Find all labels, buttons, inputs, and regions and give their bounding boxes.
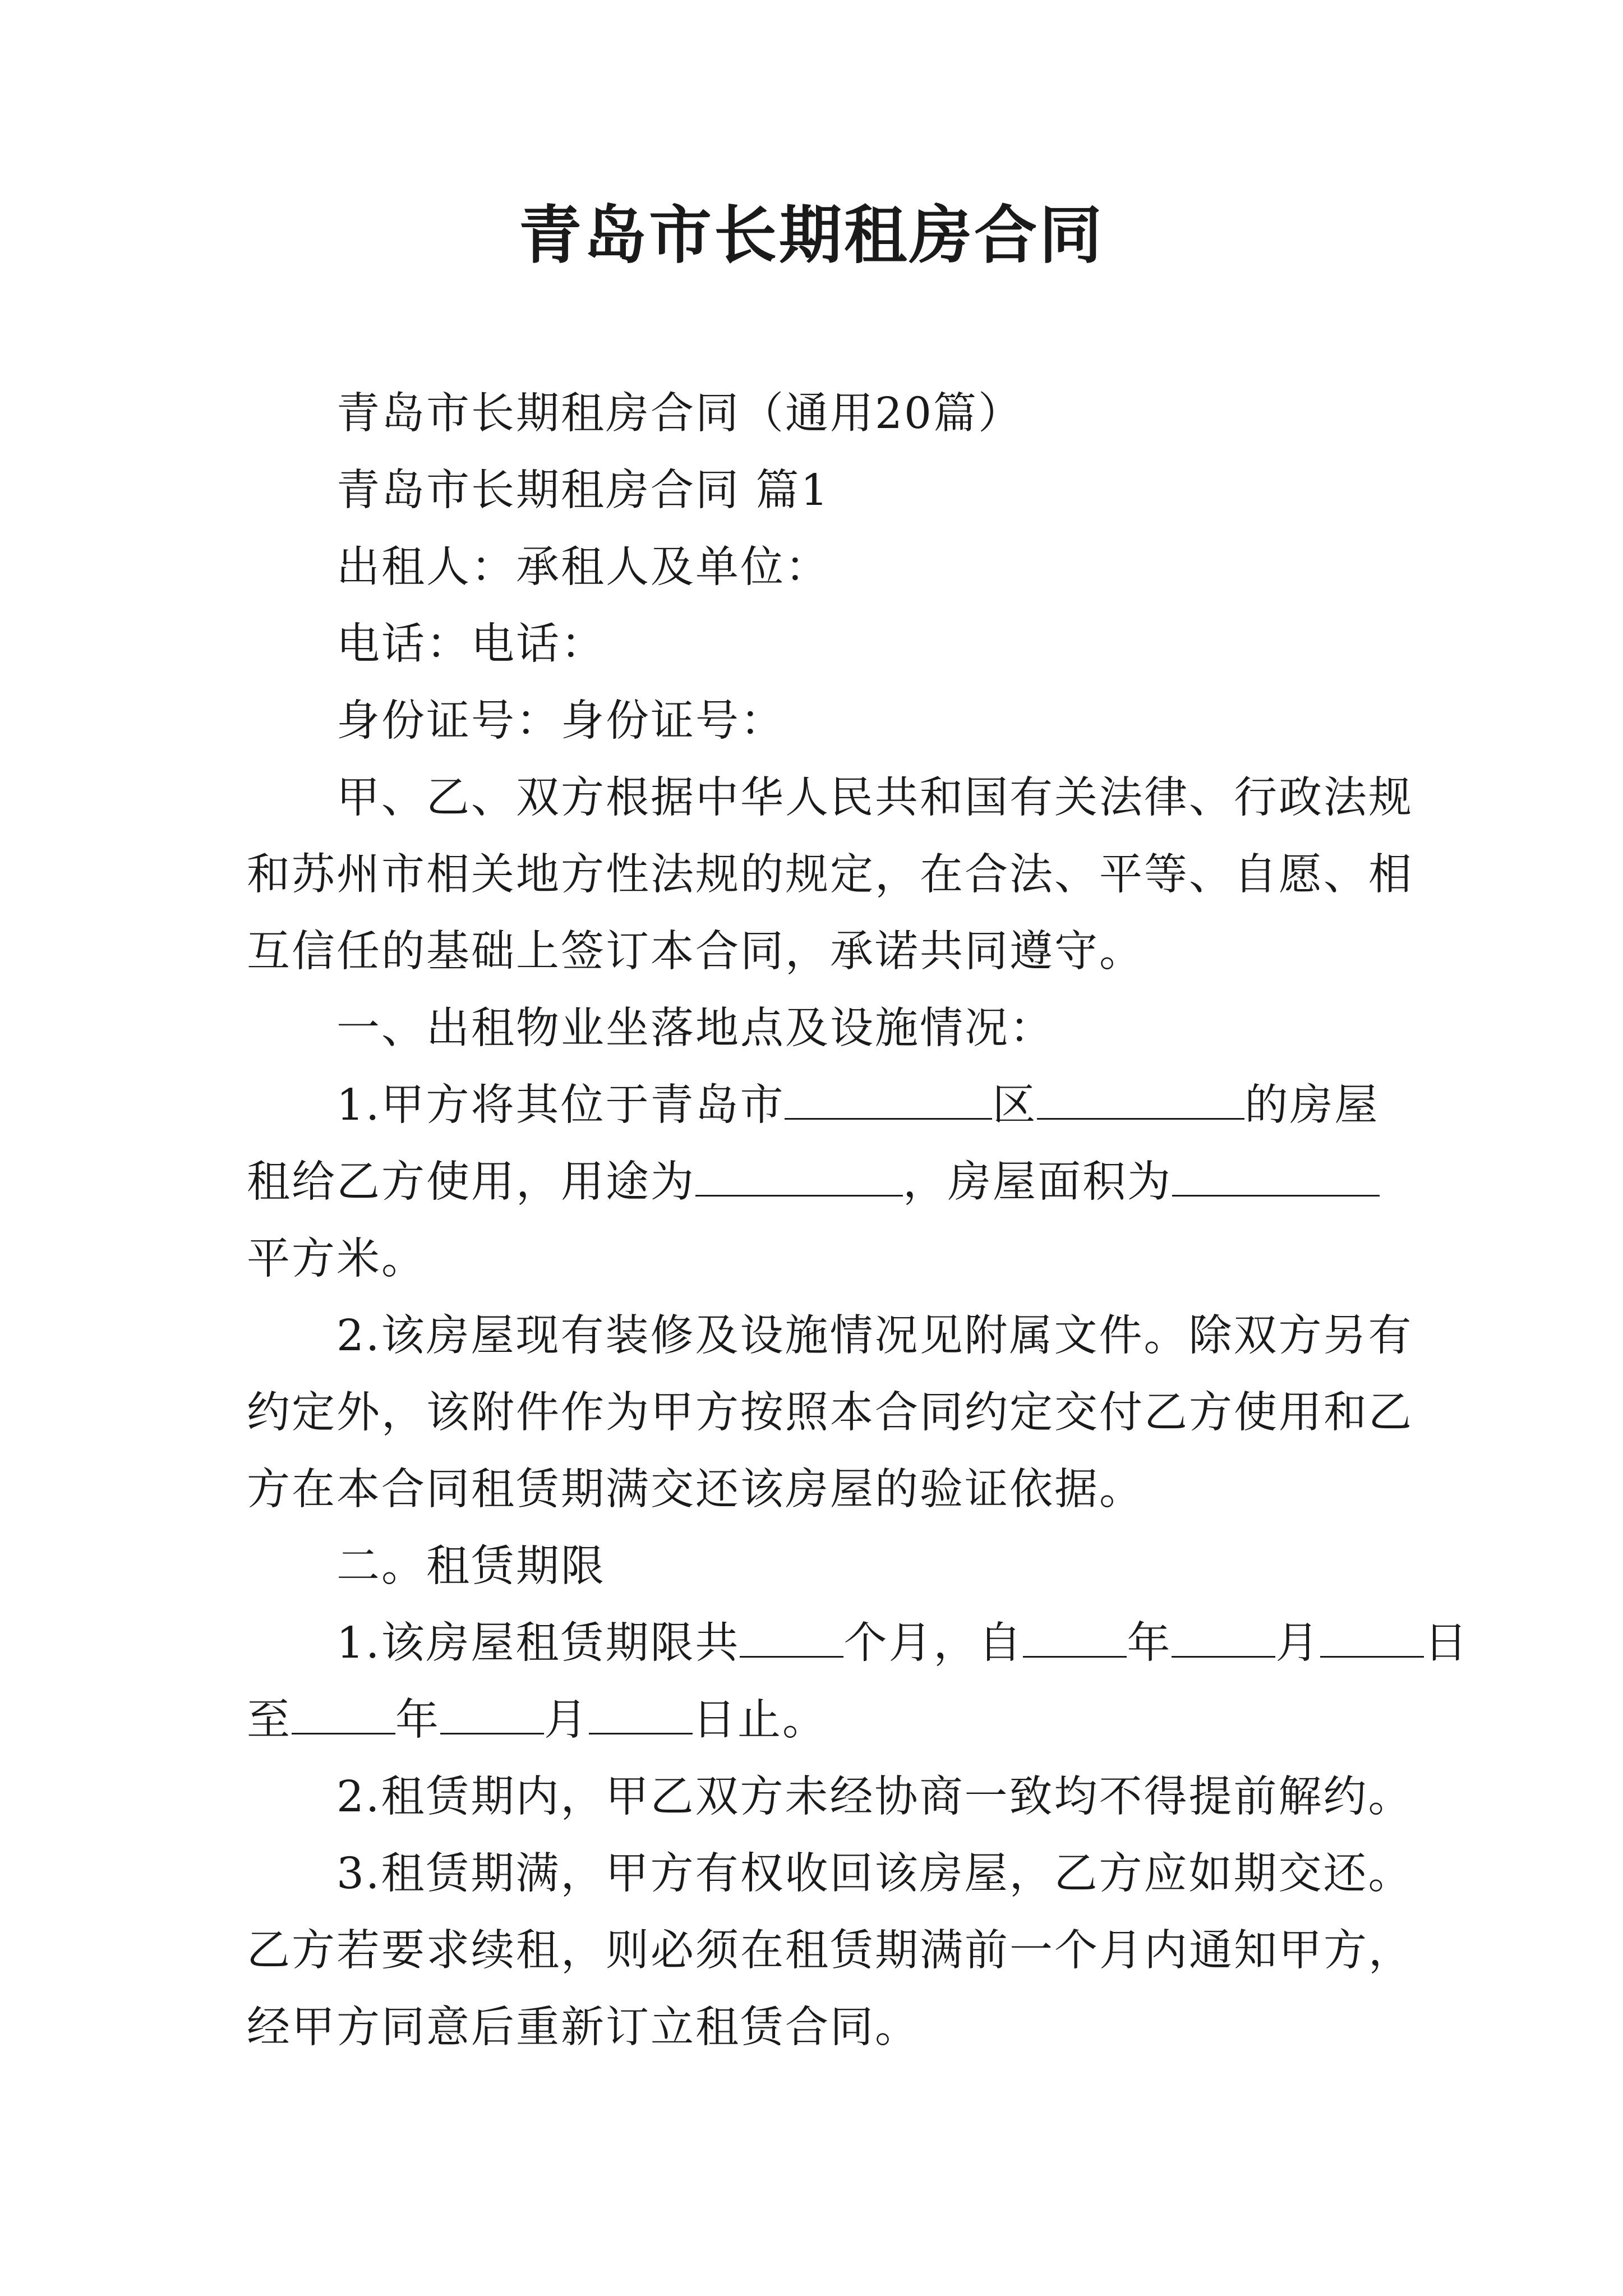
id-line: 身份证号：身份证号： — [336, 696, 785, 746]
s1-item1-text-d: 租给乙方使用，用途为 — [247, 1157, 695, 1207]
s1-item1-text-a: 1.甲方将其位于青岛市 — [336, 1080, 785, 1130]
phone-line: 电话：电话： — [336, 619, 606, 669]
s1-item1-line-1 — [336, 1078, 1379, 1134]
section2-heading: 二。租赁期限 — [336, 1542, 606, 1591]
s1-item2-line-1: 2.该房屋现有装修及设施情况见附属文件。除双方另有 — [336, 1311, 1413, 1361]
s2-item1-text-d: 月 — [1275, 1618, 1321, 1668]
months-blank — [740, 1621, 843, 1658]
document-subtitle: 青岛市长期租房合同（通用20篇） — [336, 389, 1023, 439]
document-title: 青岛市长期租房合同 — [519, 199, 1104, 272]
start-month-blank — [1172, 1621, 1275, 1658]
s2-item3-line-1: 3.租赁期满，甲方有权收回该房屋，乙方应如期交还。 — [336, 1849, 1413, 1899]
s1-item1-text-b: 区 — [992, 1080, 1038, 1130]
s1-item2-line-2: 约定外，该附件作为甲方按照本合同约定交付乙方使用和乙 — [247, 1388, 1413, 1438]
s2-item3-line-3: 经甲方同意后重新订立租赁合同。 — [247, 2003, 920, 2053]
start-year-blank — [1023, 1621, 1127, 1658]
s2-item1-line-1 — [336, 1616, 1469, 1672]
s2-item2: 2.租赁期内，甲乙双方未经协商一致均不得提前解约。 — [336, 1772, 1413, 1822]
s2-item1-text-b: 个月，自 — [843, 1618, 1023, 1668]
s1-item2-line-3: 方在本合同租赁期满交还该房屋的验证依据。 — [247, 1465, 1144, 1515]
s2-item1-text-g: 年 — [395, 1695, 440, 1745]
area-blank — [1172, 1160, 1380, 1197]
end-day-blank — [589, 1698, 693, 1734]
s2-item1-text-i: 日止。 — [693, 1695, 827, 1745]
article-heading: 青岛市长期租房合同 篇1 — [336, 466, 830, 516]
section1-heading: 一、出租物业坐落地点及设施情况： — [336, 1004, 1054, 1053]
s2-item3-line-2: 乙方若要求续租，则必须在租赁期满前一个月内通知甲方， — [247, 1926, 1413, 1976]
s1-item1-text-e: ，房屋面积为 — [903, 1157, 1172, 1207]
district-blank — [1037, 1083, 1244, 1120]
purpose-blank — [695, 1160, 903, 1197]
s2-item1-text-e: 日 — [1424, 1618, 1469, 1668]
end-year-blank — [292, 1698, 395, 1734]
intro-line-3: 互信任的基础上签订本合同，承诺共同遵守。 — [247, 927, 1144, 977]
city-blank — [785, 1083, 992, 1120]
s2-item1-line-2 — [247, 1692, 827, 1749]
s1-item1-text-c: 的房屋 — [1244, 1080, 1380, 1130]
s2-item1-text-c: 年 — [1127, 1618, 1172, 1668]
s2-item1-text-a: 1.该房屋租赁期限共 — [336, 1618, 740, 1668]
s2-item1-text-f: 至 — [247, 1695, 292, 1745]
s2-item1-text-h: 月 — [544, 1695, 589, 1745]
intro-line-2: 和苏州市相关地方性法规的规定，在合法、平等、自愿、相 — [247, 850, 1413, 900]
end-month-blank — [440, 1698, 544, 1734]
lessor-line: 出租人：承租人及单位： — [336, 542, 830, 592]
s1-item1-line-2 — [247, 1154, 1380, 1211]
s1-item1-text-f: 平方米。 — [247, 1234, 426, 1284]
start-day-blank — [1320, 1621, 1424, 1658]
intro-line-1: 甲、乙、双方根据中华人民共和国有关法律、行政法规 — [336, 773, 1413, 823]
